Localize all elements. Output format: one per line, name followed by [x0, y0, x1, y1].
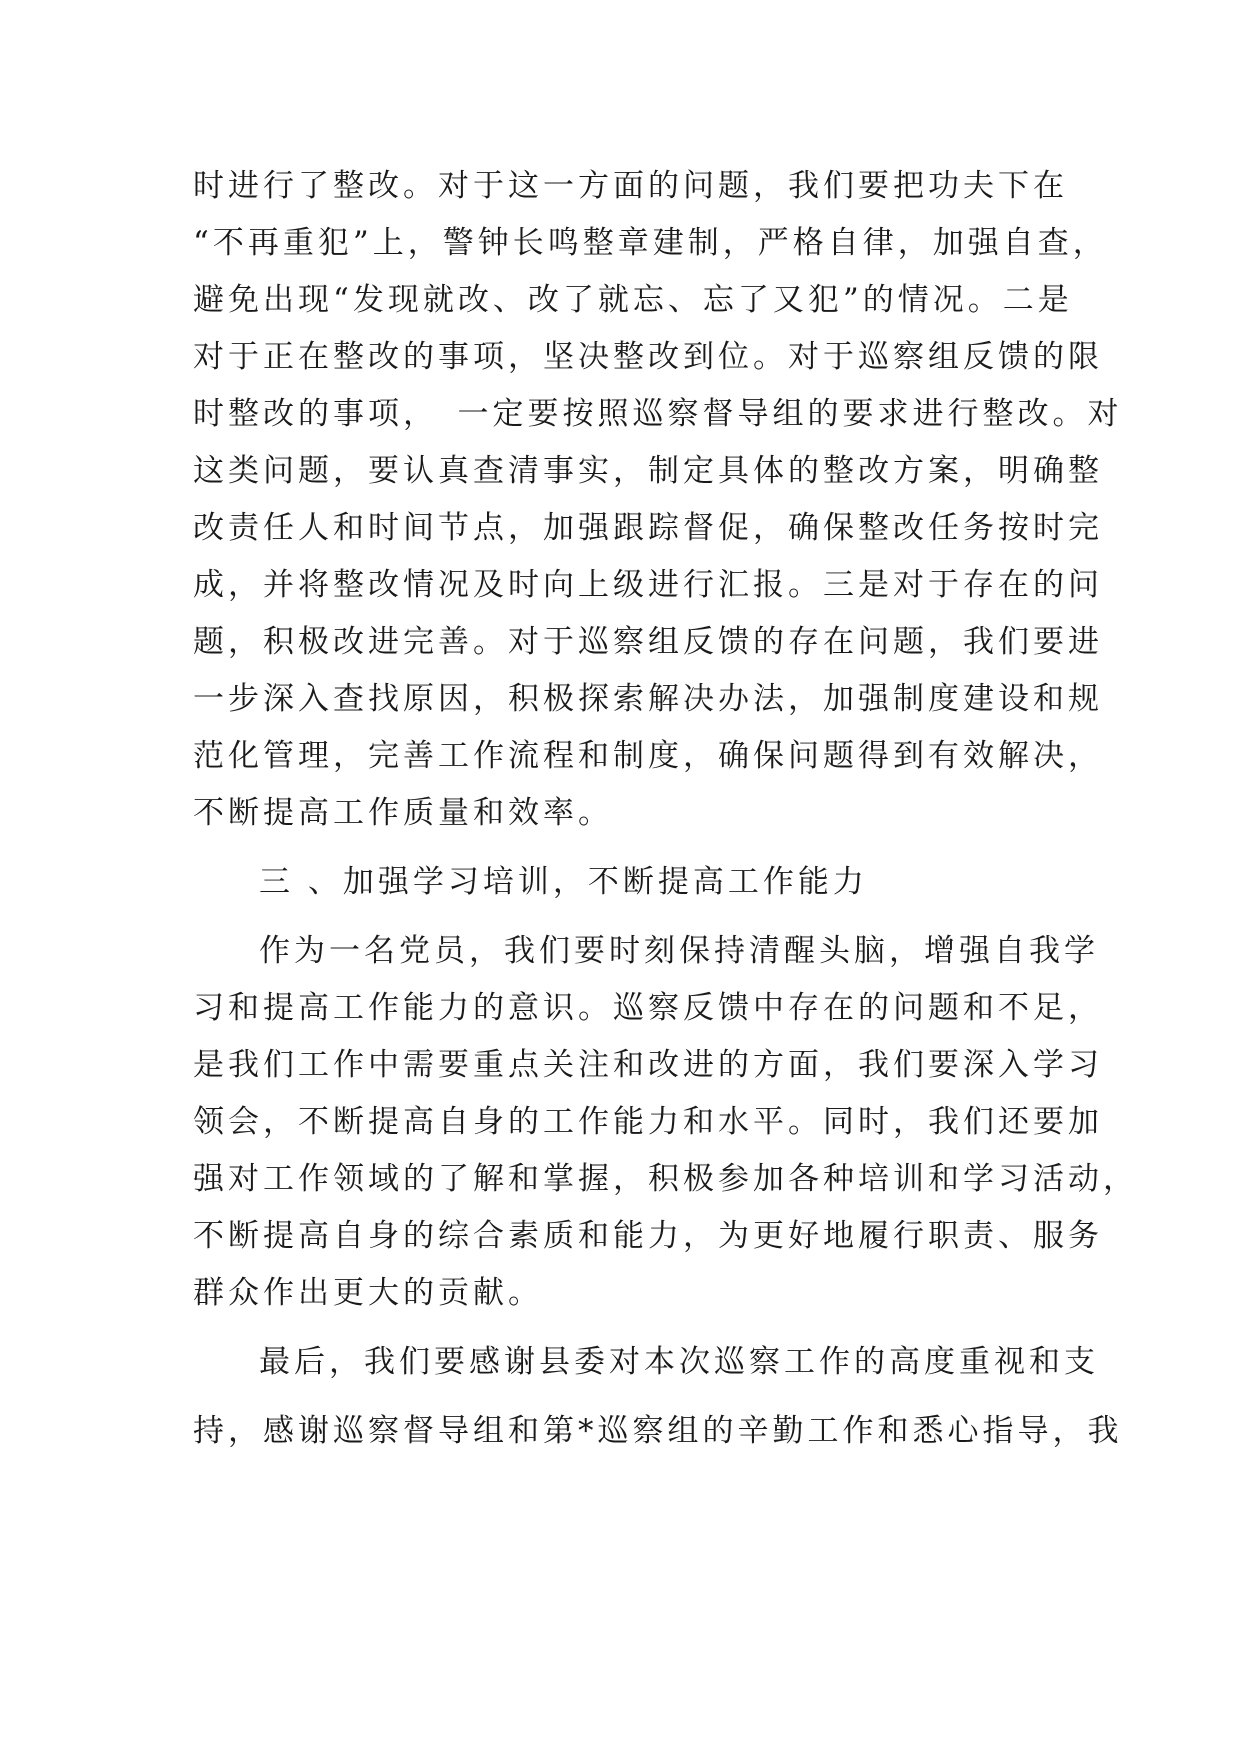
text-line: 领会，不断提高自身的工作能力和水平。同时，我们还要加 — [193, 1104, 1103, 1140]
text-line: 时进行了整改。对于这一方面的问题，我们要把功夫下在 — [193, 168, 1068, 204]
text-line: 成，并将整改情况及时向上级进行汇报。三是对于存在的问 — [193, 567, 1103, 603]
text-line: “不再重犯”上，警钟长鸣整章建制，严格自律，加强自查， — [193, 225, 1108, 261]
paragraph-learning — [193, 923, 1138, 1322]
text-line: 改责任人和时间节点，加强跟踪督促，确保整改任务按时完 — [193, 510, 1103, 546]
text-line: 不断提高自身的综合素质和能力，为更好地履行职责、服务 — [193, 1218, 1103, 1254]
text-line: 习和提高工作能力的意识。巡察反馈中存在的问题和不足， — [193, 990, 1103, 1026]
paragraph-closing — [193, 1334, 1123, 1460]
text-line: 最后，我们要感谢县委对本次巡察工作的高度重视和支 — [259, 1344, 1099, 1380]
text-line: 时整改的事项， 一定要按照巡察督导组的要求进行整改。对 — [193, 396, 1123, 432]
text-line: 作为一名党员，我们要时刻保持清醒头脑，增强自我学 — [259, 933, 1099, 969]
text-line: 这类问题，要认真查清事实，制定具体的整改方案，明确整 — [193, 453, 1103, 489]
paragraph-rectification — [193, 158, 1123, 842]
text-line: 不断提高工作质量和效率。 — [193, 795, 613, 831]
text-line: 群众作出更大的贡献。 — [193, 1275, 543, 1311]
document-body — [193, 158, 1138, 1460]
text-line: 对于正在整改的事项，坚决整改到位。对于巡察组反馈的限 — [193, 339, 1103, 375]
text-line: 持，感谢巡察督导组和第*巡察组的辛勤工作和悉心指导，我 — [193, 1413, 1123, 1449]
text-line: 一步深入查找原因，积极探索解决办法，加强制度建设和规 — [193, 681, 1103, 717]
text-line: 范化管理，完善工作流程和制度，确保问题得到有效解决， — [193, 738, 1103, 774]
text-line: 题，积极改进完善。对于巡察组反馈的存在问题，我们要进 — [193, 624, 1103, 660]
text-line: 避免出现“发现就改、改了就忘、忘了又犯”的情况。二是 — [193, 282, 1073, 318]
section-heading: 三 、加强学习培训，不断提高工作能力 — [259, 864, 868, 900]
text-line: 是我们工作中需要重点关注和改进的方面，我们要深入学习 — [193, 1047, 1103, 1083]
text-line: 强对工作领域的了解和掌握，积极参加各种培训和学习活动， — [193, 1161, 1138, 1197]
